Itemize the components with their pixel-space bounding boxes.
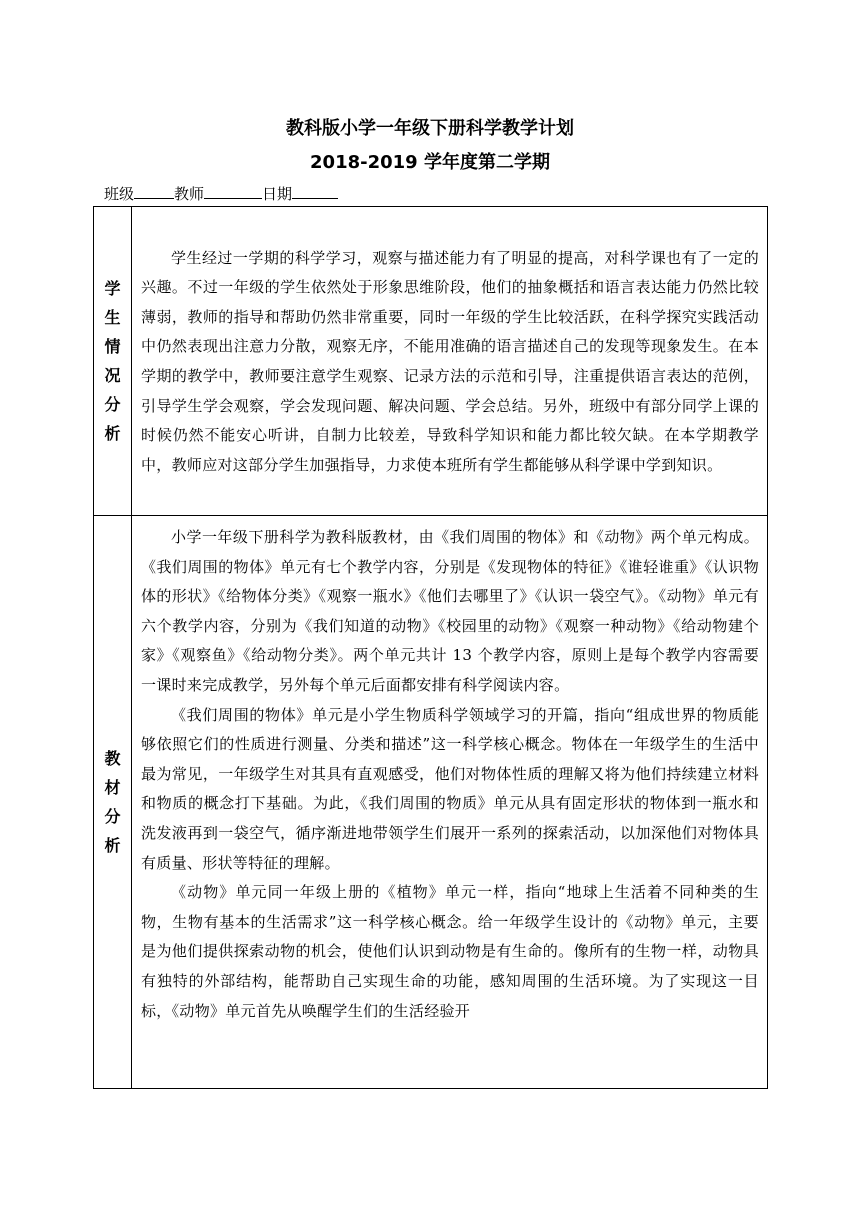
student-analysis-row — [94, 207, 768, 516]
label-char: 材 — [104, 778, 121, 797]
teacher-blank — [204, 184, 262, 199]
textbook-analysis-label — [94, 516, 132, 1089]
student-analysis-content — [132, 207, 768, 516]
textbook-analysis-row — [94, 516, 768, 1089]
textbook-analysis-content — [132, 516, 768, 1089]
label-char: 情 — [104, 337, 121, 356]
paragraph: 《我们周围的物体》单元是小学生物质科学领域学习的开篇，指向“组成世界的物质能够依照它们的性质进行测量、分类和描述”这一科学核心概念。物体在一年级学生的生活中最为常见，一年级学生对其具有直观感受，他们对物体性质的理解又将为他们持续建立材料和物质的概念打下基础。为此，《我们周围的物质》单元从具有固定形状的物体到一瓶水和洗发液再到一袋空气，循序渐进地带领学生们展开一系列的探索活动，以加深他们对物体具有质量、形状等特征的理解。 — [141, 705, 759, 872]
label-char: 析 — [104, 424, 121, 443]
label-char: 析 — [104, 836, 121, 855]
date-blank — [292, 184, 338, 199]
class-label: 班级 — [104, 185, 135, 203]
label-char: 分 — [104, 395, 121, 414]
label-char: 况 — [104, 366, 121, 385]
document-title: 教科版小学一年级下册科学教学计划 — [286, 118, 574, 139]
document-subtitle: 2018-2019 学年度第二学期 — [310, 152, 550, 173]
class-blank — [134, 184, 174, 199]
label-char: 学 — [104, 279, 121, 298]
paragraph: 学生经过一学期的科学学习，观察与描述能力有了明显的提高，对科学课也有了一定的兴趣。不过一年级的学生依然处于形象思维阶段，他们的抽象概括和语言表达能力仍然比较薄弱，教师的指导和帮助仍然非常重要，同时一年级的学生比较活跃，在科学探究实践活动中仍然表现出注意力分散，观察无序，不能用准确的语言描述自己的发现等现象发生。在本学期的教学中，教师要注意学生观察、记录方法的示范和引导，注重提供语言表达的范例，引导学生学会观察，学会发现问题、解决问题、学会总结。另外，班级中有部分同学上课的时候仍然不能安心听讲，自制力比较差，导致科学知识和能力都比较欠缺。在本学期教学中，教师应对这部分学生加强指导，力求使本班所有学生都能够从科学课中学到知识。 — [141, 248, 759, 474]
paragraph: 《动物》单元同一年级上册的《植物》单元一样，指向“地球上生活着不同种类的生物，生物有基本的生活需求”这一科学核心概念。给一年级学生设计的《动物》单元，主要是为他们提供探索动物的机会，使他们认识到动物是有生命的。像所有的生物一样，动物具有独特的外部结构，能帮助自己实现生命的功能，感知周围的生活环境。为了实现这一目标，《动物》单元首先从唤醒学生们的生活经验开 — [141, 883, 759, 1020]
student-analysis-label — [94, 207, 132, 516]
plan-table — [93, 206, 768, 1089]
label-char: 教 — [104, 749, 121, 768]
teacher-label: 教师 — [174, 185, 205, 203]
header-fields — [104, 183, 338, 204]
date-label: 日期 — [262, 185, 293, 203]
label-char: 分 — [104, 807, 121, 826]
paragraph: 小学一年级下册科学为教科版教材，由《我们周围的物体》和《动物》两个单元构成。《我们周围的物体》单元有七个教学内容，分别是《发现物体的特征》《谁轻谁重》《认识物体的形状》《给物体分类》《观察一瓶水》《他们去哪里了》《认识一袋空气》。《动物》单元有六个教学内容，分别为《我们知道的动物》《校园里的动物》《观察一种动物》《给动物建个家》《观察鱼》《给动物分类》。两个单元共计 13 个教学内容，原则上是每个教学内容需要一课时来完成教学，另外每个单元后面都安排有科学阅读内容。 — [141, 528, 759, 694]
label-char: 生 — [104, 308, 121, 327]
